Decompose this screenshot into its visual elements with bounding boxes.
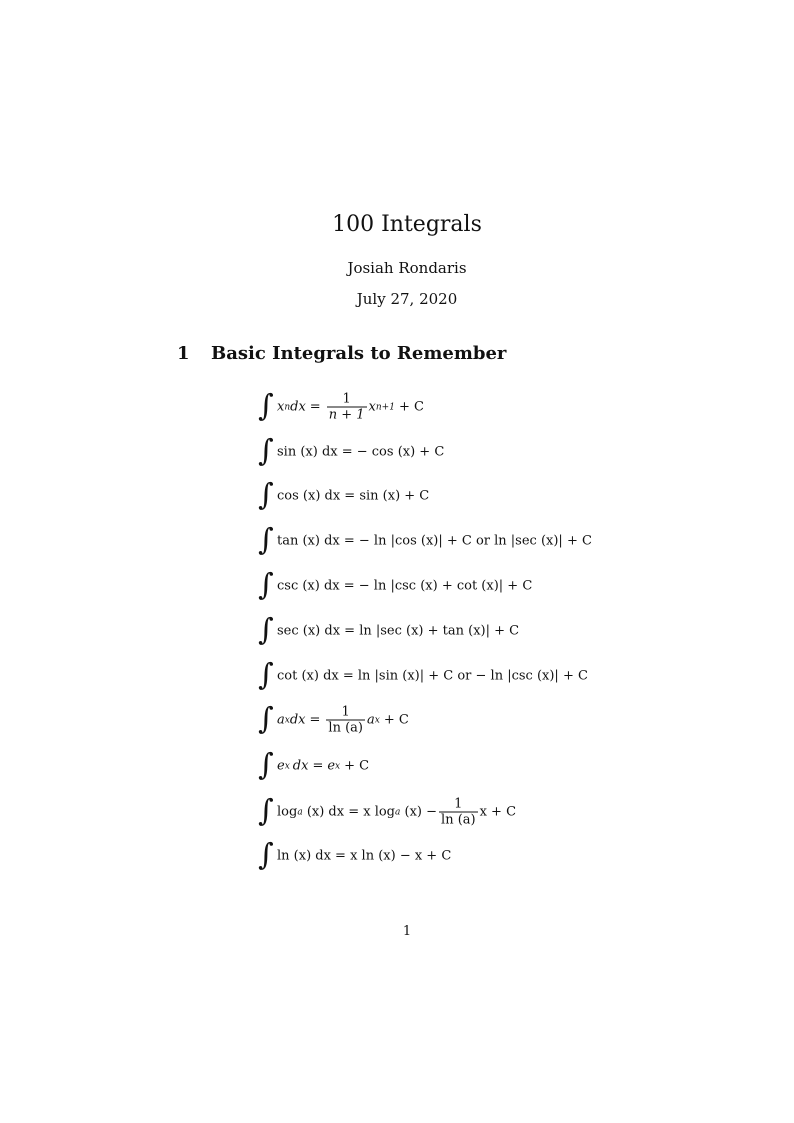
- fraction-denominator: ln (a): [441, 812, 476, 828]
- fraction-numerator: 1: [342, 391, 351, 407]
- formula-text: x: [284, 715, 290, 725]
- formula-text: x: [277, 399, 285, 415]
- fraction-numerator: 1: [454, 796, 463, 812]
- formula-text: + C: [344, 758, 370, 774]
- integral-sign: ∫: [258, 793, 274, 829]
- integral-sign: ∫: [258, 522, 274, 558]
- document-title: 100 Integrals: [332, 212, 482, 237]
- formula-text: x: [374, 715, 380, 725]
- integral-sign: ∫: [258, 477, 274, 513]
- fraction: [326, 705, 365, 736]
- formula-text: cos (x) dx = sin (x) + C: [277, 488, 430, 504]
- formula-text: e: [327, 758, 336, 774]
- formula-text: + C: [383, 712, 409, 728]
- integral-sign: ∫: [258, 747, 274, 783]
- fraction: [439, 797, 478, 828]
- fraction-numerator: 1: [341, 704, 350, 720]
- formula-text: (x) dx = x log: [302, 804, 396, 820]
- document-author: Josiah Rondaris: [347, 259, 467, 277]
- fraction: [327, 392, 367, 423]
- formula-text: =: [309, 399, 321, 415]
- formula-text: =: [309, 712, 321, 728]
- formula-text: (x) −: [400, 804, 438, 820]
- formula-text: =: [312, 758, 324, 774]
- fraction-denominator: ln (a): [328, 720, 363, 736]
- document-date: July 27, 2020: [356, 290, 458, 308]
- formula-text: tan (x) dx = − ln |cos (x)| + C or ln |sec (x)| + C: [277, 533, 592, 549]
- integral-sign: ∫: [258, 388, 274, 424]
- section-title: Basic Integrals to Remember: [211, 343, 507, 364]
- page-number: 1: [402, 924, 412, 939]
- fraction-denominator: n + 1: [328, 407, 365, 423]
- formula-text: n+1: [375, 402, 395, 412]
- formula-text: a: [395, 807, 401, 817]
- formula-text: x: [284, 761, 290, 771]
- formula-text: a: [277, 712, 285, 728]
- formula-text: x: [368, 399, 376, 415]
- formula-text: e: [277, 758, 285, 774]
- integral-sign: ∫: [258, 837, 274, 873]
- section-heading: [177, 343, 506, 364]
- formula-text: a: [297, 807, 303, 817]
- formula-text: sin (x) dx = − cos (x) + C: [277, 444, 445, 460]
- formula-text: sec (x) dx = ln |sec (x) + tan (x)| + C: [277, 623, 520, 639]
- formula-text: a: [366, 712, 375, 728]
- integral-sign: ∫: [258, 433, 274, 469]
- formula-text: csc (x) dx = − ln |csc (x) + cot (x)| + C: [277, 578, 533, 594]
- formula-text: + C: [398, 399, 424, 415]
- formula-text: dx: [292, 758, 309, 774]
- formula-text: x: [335, 761, 341, 771]
- formula-text: log: [277, 804, 298, 820]
- integral-sign: ∫: [258, 701, 274, 737]
- integral-sign: ∫: [258, 657, 274, 693]
- formula-text: x + C: [479, 804, 517, 820]
- formula-text: n: [284, 402, 291, 412]
- formula-text: ln (x) dx = x ln (x) − x + C: [277, 848, 452, 864]
- integral-sign: ∫: [258, 567, 274, 603]
- integral-sign: ∫: [258, 612, 274, 648]
- formula-text: dx: [290, 399, 306, 415]
- section-number: 1: [177, 343, 190, 364]
- formula-text: cot (x) dx = ln |sin (x)| + C or − ln |csc (x)| + C: [277, 668, 588, 684]
- formula-text: dx: [289, 712, 306, 728]
